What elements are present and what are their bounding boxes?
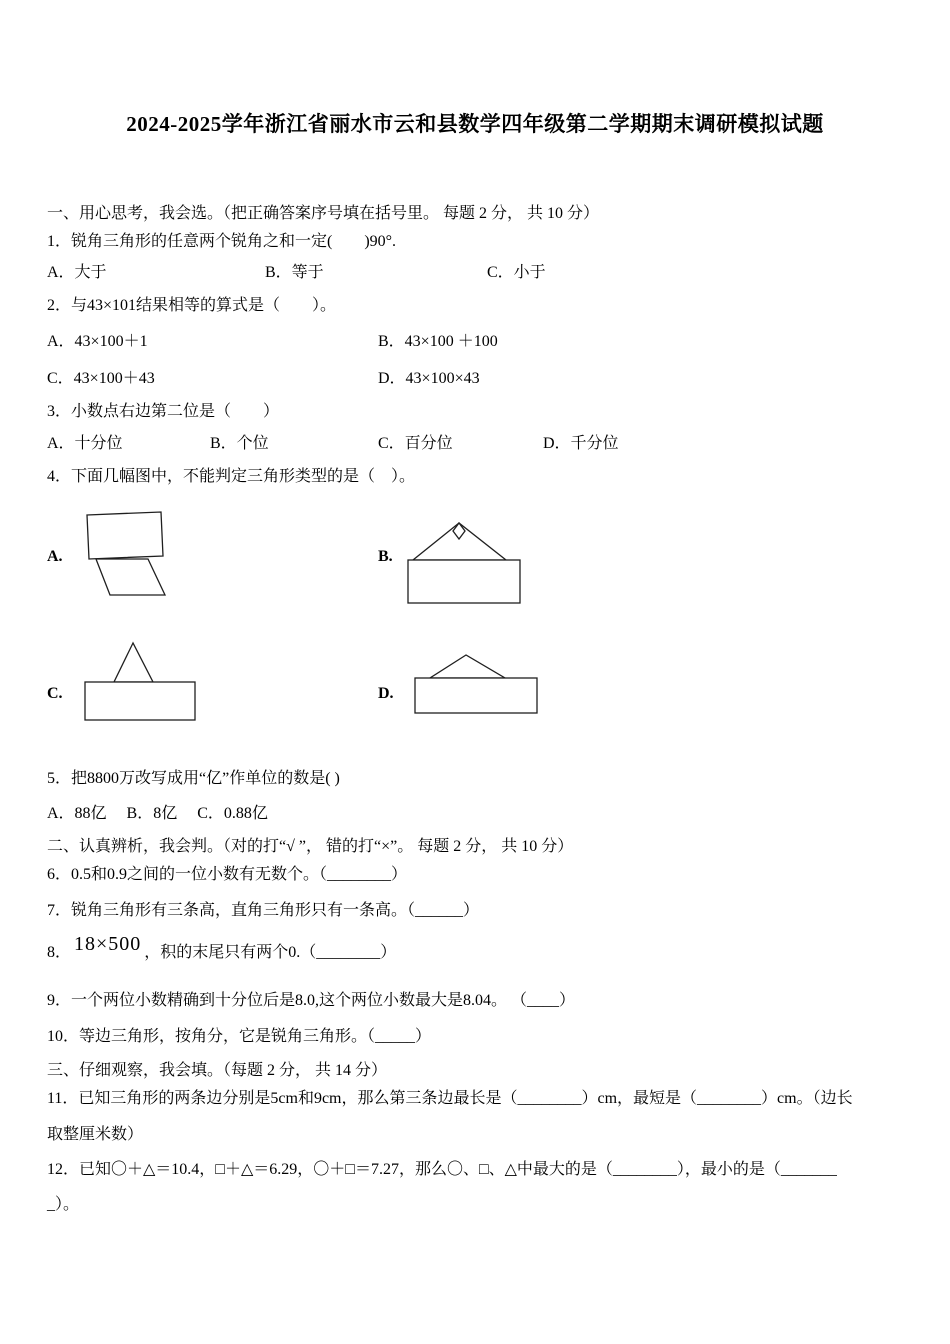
q8-rest: ，积的末尾只有两个0.（________） bbox=[144, 944, 397, 961]
figure-d-label: D. bbox=[378, 685, 394, 702]
figure-a-label: A. bbox=[47, 548, 63, 565]
question4-figures bbox=[0, 500, 950, 735]
q3-text: 3．小数点右边第二位是（ ） bbox=[47, 403, 280, 420]
section2-header: 二、认真辨析，我会判。（对的打“√ ”， 错的打“×”。 每题 2 分， 共 10 分） bbox=[47, 838, 574, 855]
q8-text bbox=[47, 933, 912, 964]
q2-options-row2 bbox=[47, 368, 912, 390]
q5-text: 5．把8800万改写成用“亿”作单位的数是( ) bbox=[47, 770, 340, 787]
q8-formula: 18×500 bbox=[74, 933, 142, 955]
q1-text: 1．锐角三角形的任意两个锐角之和一定( )90°. bbox=[47, 233, 397, 250]
figure-b-label: B. bbox=[378, 548, 393, 565]
figure-b-shape bbox=[408, 523, 520, 603]
q7-text: 7．锐角三角形有三条高，直角三角形只有一条高。（______） bbox=[47, 902, 480, 919]
q12-text-line2: _）。 bbox=[47, 1196, 80, 1213]
q2-text: 2．与43×101结果相等的算式是（ ）。 bbox=[47, 297, 337, 314]
q2-option-a: A．43×100＋1 bbox=[47, 333, 148, 350]
q3-option-a: A．十分位 bbox=[47, 435, 123, 452]
q1-options bbox=[47, 262, 912, 284]
q12-text-line1: 12．已知〇＋△＝10.4，□＋△＝6.29，〇＋□＝7.27，那么〇、□、△中最大的是（________），最小的是（_______ bbox=[47, 1161, 837, 1178]
q2-option-c: C．43×100＋43 bbox=[47, 370, 155, 387]
figure-d-shape bbox=[415, 655, 537, 713]
q11-text-line1: 11．已知三角形的两条边分别是5cm和9cm，那么第三条边最长是（________）cm，最短是（________）cm。（边长 bbox=[47, 1090, 853, 1107]
figure-c-label: C. bbox=[47, 685, 63, 702]
q3-option-d: D．千分位 bbox=[543, 435, 619, 452]
q9-text: 9．一个两位小数精确到十分位后是8.0,这个两位小数最大是8.04。 （____） bbox=[47, 992, 576, 1009]
q5-options: A．88亿 B．8亿 C．0.88亿 bbox=[47, 805, 268, 822]
q11-text-line2: 取整厘米数） bbox=[47, 1126, 144, 1143]
q6-text: 6．0.5和0.9之间的一位小数有无数个。（________） bbox=[47, 866, 408, 883]
figure-c-shape bbox=[85, 643, 195, 720]
q1-option-c: C．小于 bbox=[487, 264, 546, 281]
section3-header: 三、仔细观察，我会填。（每题 2 分， 共 14 分） bbox=[47, 1062, 388, 1079]
q8-number: 8． bbox=[47, 944, 72, 961]
section1-header: 一、用心思考，我会选。（把正确答案序号填在括号里。 每题 2 分， 共 10 分） bbox=[47, 205, 600, 222]
q3-option-c: C．百分位 bbox=[378, 435, 453, 452]
q3-option-b: B．个位 bbox=[210, 435, 269, 452]
figure-a-shape bbox=[87, 512, 165, 595]
q10-text: 10．等边三角形，按角分，它是锐角三角形。（_____） bbox=[47, 1028, 432, 1045]
question4-figures-svg bbox=[0, 500, 950, 735]
q1-option-a: A．大于 bbox=[47, 264, 107, 281]
q1-option-b: B．等于 bbox=[265, 264, 324, 281]
exam-title: 2024-2025学年浙江省丽水市云和县数学四年级第二学期期末调研模拟试题 bbox=[126, 112, 824, 136]
q4-text: 4．下面几幅图中，不能判定三角形类型的是（ ）。 bbox=[47, 468, 416, 485]
q2-options-row1 bbox=[47, 331, 912, 353]
q3-options bbox=[47, 433, 912, 455]
q2-option-d: D．43×100×43 bbox=[378, 370, 480, 387]
q2-option-b: B．43×100 ＋100 bbox=[378, 333, 498, 350]
